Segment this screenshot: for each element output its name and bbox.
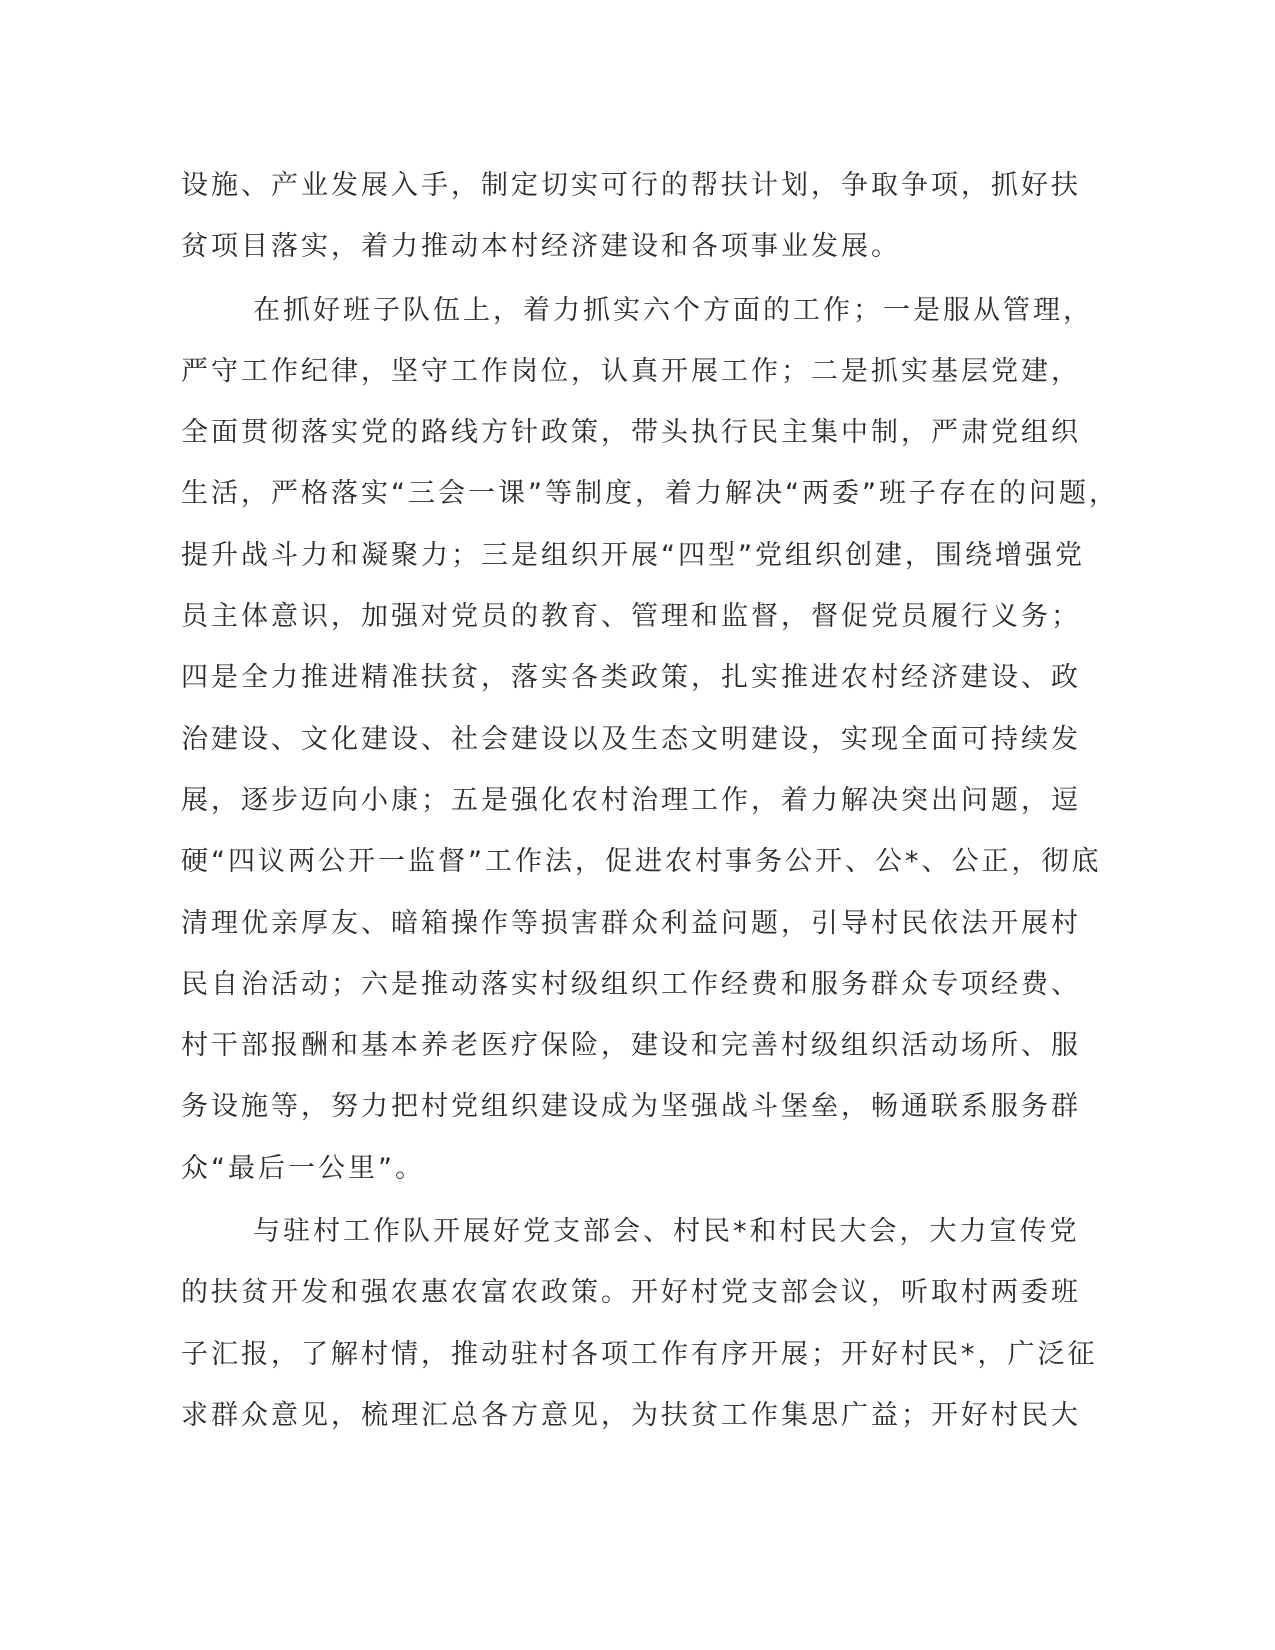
text-line: 在抓好班子队伍上，着力抓实六个方面的工作；一是服从管理， [253,294,1093,326]
text-line: 全面贯彻落实党的路线方针政策，带头执行民主集中制，严肃党组织 [181,417,1081,449]
text-line: 提升战斗力和凝聚力；三是组织开展“四型”党组织创建，围绕增强党 [181,539,1085,571]
text-line: 求群众意见，梳理汇总各方意见，为扶贫工作集思广益；开好村民大 [181,1399,1081,1431]
text-line: 与驻村工作队开展好党支部会、村民*和村民大会，大力宣传党 [253,1216,1080,1248]
text-line: 设施、产业发展入手，制定切实可行的帮扶计划，争取争项，抓好扶 [181,170,1081,201]
text-line: 民自治活动；六是推动落实村级组织工作经费和服务群众专项经费、 [181,968,1081,1000]
text-line: 贫项目落实，着力推动本村经济建设和各项事业发展。 [181,231,901,263]
text-line: 四是全力推进精准扶贫，落实各类政策，扎实推进农村经济建设、政 [181,662,1081,694]
text-line: 员主体意识，加强对党员的教育、管理和监督，督促党员履行义务； [181,601,1081,633]
document-body [181,155,1119,1446]
text-line: 清理优亲厚友、暗箱操作等损害群众利益问题，引导村民依法开展村 [181,907,1081,939]
text-line: 众“最后一公里”。 [181,1152,425,1184]
text-line: 展，逐步迈向小康；五是强化农村治理工作，着力解决突出问题，逗 [181,784,1081,816]
paragraph-3 [181,1201,1098,1446]
text-line: 硬“四议两公开一监督”工作法，促进农村事务公开、公*、公正，彻底 [181,846,1102,878]
text-line: 治建设、文化建设、社会建设以及生态文明建设，实现全面可持续发 [181,723,1081,755]
paragraph-2 [181,280,1119,1199]
text-line: 子汇报，了解村情，推动驻村各项工作有序开展；开好村民*，广泛征 [181,1338,1098,1370]
text-line: 村干部报酬和基本养老医疗保险，建设和完善村级组织活动场所、服 [181,1030,1081,1062]
text-line: 务设施等，努力把村党组织建设成为坚强战斗堡垒，畅通联系服务群 [181,1091,1081,1123]
text-line: 生活，严格落实“三会一课”等制度，着力解决“两委”班子存在的问题， [181,478,1119,510]
text-line: 严守工作纪律，坚守工作岗位，认真开展工作；二是抓实基层党建， [181,355,1081,387]
paragraph-1 [181,155,1081,278]
text-line: 的扶贫开发和强农惠农富农政策。开好村党支部会议，听取村两委班 [181,1277,1081,1309]
